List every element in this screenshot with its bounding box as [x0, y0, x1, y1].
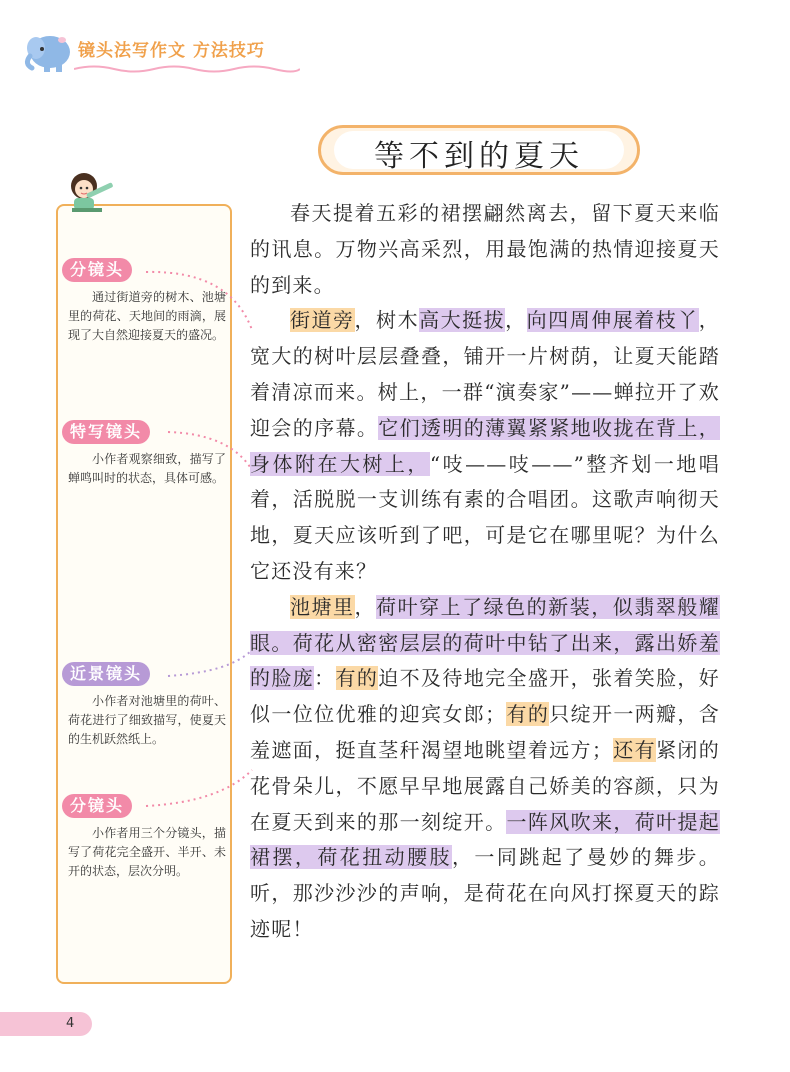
- paragraph-3: [250, 590, 720, 948]
- paragraph-1: 春天提着五彩的裙摆翩然离去，留下夏天来临的讯息。万物兴高采烈，用最饱满的热情迎接夏天的到来。: [250, 201, 720, 297]
- annotation-badge: 分镜头: [62, 258, 132, 282]
- annotation-3: [62, 662, 230, 749]
- article-title-box: [318, 125, 640, 175]
- text-run: ，宽大的树叶层层叠叠，铺开一片树荫，让夏天能踏着清凉而来。树上，一群“演奏家”——蝉拉开了欢迎会的序幕。: [250, 308, 720, 440]
- series-title: 镜头法写作文 方法技巧: [78, 41, 265, 61]
- text-run: 紧闭的花骨朵儿，不愿早早地展露自己娇美的容颜，只为在夏天到来的那一刻绽开。: [250, 737, 721, 834]
- highlight-purple: 一阵风吹来，荷叶提起裙摆，荷花扭动腰肢: [250, 809, 721, 870]
- text-run: “吱——吱——”整齐划一地唱着，活脱脱一支训练有素的合唱团。这歌声响彻天地，夏天应该听到了吧，可是它在哪里呢？为什么它还没有来？: [250, 451, 720, 583]
- annotation-badge: 特写镜头: [62, 420, 150, 444]
- highlight-orange: 街道旁: [290, 308, 355, 333]
- highlight-purple: 它们透明的薄翼紧紧地收拢在背上，身体附在大树上，: [250, 415, 721, 476]
- annotation-2: [62, 420, 230, 488]
- annotation-text: 小作者观察细致，描写了蝉鸣叫时的状态，具体可感。: [68, 452, 226, 485]
- header-underline: [74, 64, 300, 74]
- series-header: [22, 30, 302, 80]
- text-run: ，: [505, 308, 527, 333]
- girl-with-pencil-icon: [64, 170, 120, 216]
- page-number-tab: [0, 1012, 92, 1036]
- text-run: ，树木: [354, 308, 420, 333]
- annotation-badge: 近景镜头: [62, 662, 150, 686]
- text-run: ：: [314, 666, 336, 691]
- annotation-text: 小作者对池塘里的荷叶、荷花进行了细致描写，使夏天的生机跃然纸上。: [68, 694, 226, 746]
- text-run: ，一同跳起了曼妙的舞步。听，那沙沙沙的声响，是荷花在向风打探夏天的踪迹呢！: [250, 845, 720, 941]
- annotation-text: 小作者用三个分镜头，描写了荷花完全盛开、半开、未开的状态，层次分明。: [68, 826, 226, 878]
- highlight-orange: 池塘里: [290, 594, 355, 619]
- article-body: [250, 196, 720, 948]
- highlight-purple: 荷叶穿上了绿色的新装，似翡翠般耀眼: [250, 594, 720, 655]
- annotation-1: [62, 258, 230, 345]
- highlight-orange: 有的: [506, 702, 550, 727]
- highlight-purple: 高大挺拔: [419, 308, 506, 333]
- text-run: ，: [354, 594, 377, 619]
- annotation-text: 通过街道旁的树木、池塘里的荷花、天地间的雨滴，展现了大自然迎接夏天的盛况。: [68, 290, 226, 342]
- article-title: 等不到的夏天: [374, 139, 584, 174]
- highlight-orange: 还有: [613, 737, 657, 762]
- highlight-orange: 有的: [335, 666, 379, 691]
- page-number: 4: [66, 1016, 75, 1031]
- annotation-badge: 分镜头: [62, 794, 132, 818]
- highlight-purple: 向四周伸展着枝丫: [526, 308, 699, 333]
- annotation-4: [62, 794, 230, 881]
- elephant-icon: [22, 30, 78, 74]
- highlight-purple: 。荷花从密密层层的荷叶中钻了出来，露出娇羞的脸庞: [250, 630, 720, 691]
- text-run: 只绽开一两瓣，含羞遮面，挺直茎秆渴望地眺望着远方；: [250, 702, 720, 762]
- text-run: 迫不及待地完全盛开，张着笑脸，好似一位位优雅的迎宾女郎；: [250, 666, 721, 727]
- paragraph-2: [250, 303, 720, 589]
